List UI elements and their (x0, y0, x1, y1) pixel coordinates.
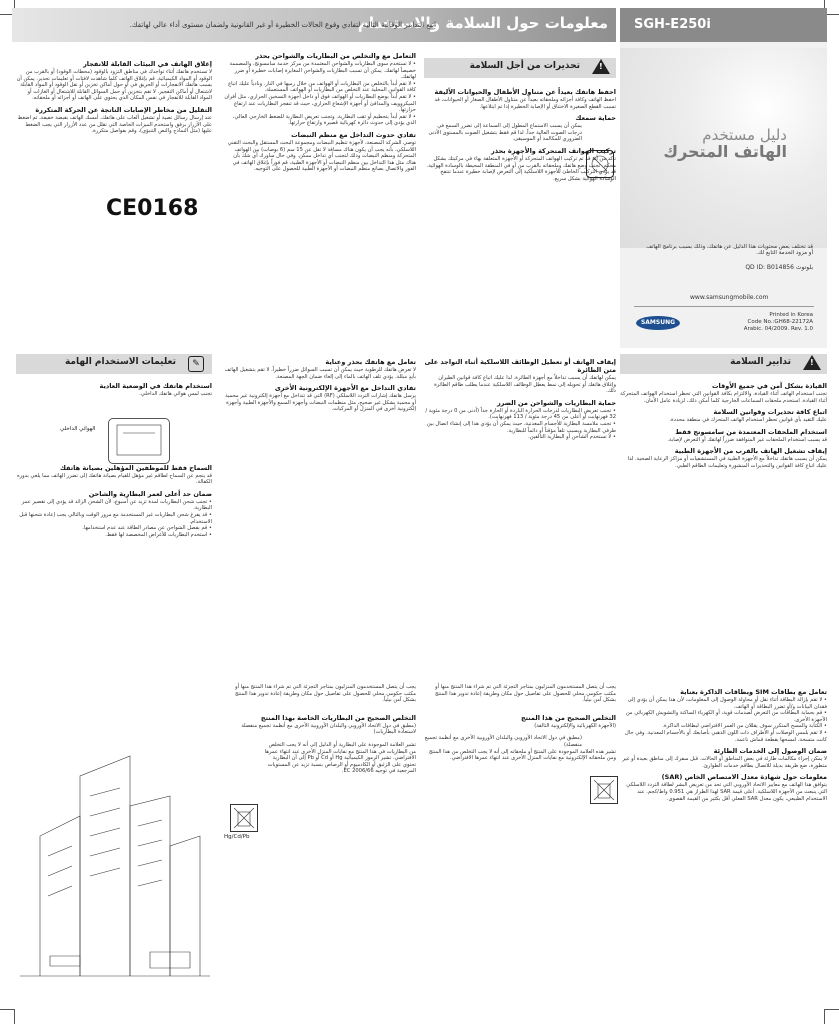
model-name: SGH-E250i (620, 8, 827, 42)
ce-mark: CE0168 (106, 196, 199, 221)
section-note: (مطبق في دول الاتحاد الأوروبي والبلدان الأوروبية الأخرى مع أنظمة تجميع منفصلة) (424, 735, 582, 748)
usage-title: تعليمات الاستخدام الهامة (64, 357, 176, 367)
section-heading: استخدام هاتفك في الوضعية العادية (99, 382, 212, 390)
edition: Arabic. 04/2009. Rev. 1.0 (743, 326, 813, 332)
section-note: (مطبق في دول الاتحاد الأوروبي والبلدان الأوروبية الأخرى مع أنظمة تجميع منفصلة لاستعادة البطاريات) (241, 722, 416, 736)
section-text: عليك التقيد بأي قوانين تحظر استخدام الهاتف المتحرك في منطقة محددة. (669, 417, 827, 424)
batteries-column (222, 48, 416, 173)
list-item: • تجنب شحن البطاريات لمدة تزيد عن أسبوع، لأن الشحن الزائد قد يؤدي إلى تقصير عمر البطارية. (16, 499, 212, 512)
list-item: • لا تستخدم الشاحن أو البطارية التالفين. (424, 434, 616, 441)
list-item: • لا تقم أبداً بالتخلص من البطاريات أو الهواتف من خلال رميها في النار. ونادياً عليك اتباع كافة القوانين المحلية عند التخلص من البطاريات أو الهواتف المستعملة. (222, 81, 416, 94)
section-text: يمكن أن يسبب هاتفك تداخلاً مع الأجهزة الطبية في المستشفيات أو مراكز الرعاية الصحية. لذا عليك اتباع كافة القوانين والتحذيرات المنشورة وتعليمات الطاقم الطبي. (627, 456, 827, 469)
section-subheading: (الأجهزة الكهربائية والإلكترونية التالفة) (534, 722, 616, 729)
warning-icon (803, 355, 821, 370)
section-heading: ضمان الوصول إلى الخدمات الطارئة (713, 747, 827, 756)
header-bar (12, 8, 616, 42)
section-text: يمكن لهاتفك أن يسبب تداخلاً مع أجهزة الطائرة. لذا عليك اتباع كافة قوانين الطيران وإغلاق هاتفك أو تحويله إلى نمط يعطل الوظائف اللاسلكية عندما يطلب طاقم الطائرة ذلك. (434, 375, 616, 395)
section-heading: إيقاف الهاتف أو تعطيل الوظائف اللاسلكية أثناء التواجد على متن الطائرة (424, 358, 616, 374)
cover-panel (620, 8, 827, 348)
guide-title-line1: دليل مستخدم (702, 126, 787, 144)
section-heading: احفظ هاتفك بعيداً عن متناول الأطفال والحيوانات الأليفة (434, 88, 616, 96)
list-item: • استخدم البطاريات للأغراض المخصصة لها فقط. (16, 532, 212, 539)
list-item: • قد يفرغ شحن البطاريات غير المستخدمة مع مرور الوقت وبالتالي يجب إعادة شحنها قبل الاستخدام. (16, 512, 212, 525)
warnings-bar (424, 58, 616, 78)
section-text: توصي الشركة المصنعة، لأجهزة تنظيم النبضات ومجموعة البحث المستقل والبحث التقني اللاسلكي، بأنه يجب أن يكون هناك مسافة لا تقل عن 15 سم (6 بوصات) بين الهواتف المتحركة ومنظم النبضات وذلك لتجنب أي تداخل ممكن. وفي حال ساورك أي شك بأن هناك مثل هذا التداخل بين منظم النبضات أو الأجهزة الطبية، قم فوراً بإغلاق الهاتف في الفور والاتصال بصانع منظم النبضات أو الأجهزة الطبية للحصول على التوجيه. (227, 139, 416, 173)
section-text: تأكد من أنه قد تم تركيب الهواتف المتحركة أو الأجهزة المتعلقة بهاء في مركبتك بشكل محكم. تجنب وضع هاتفك وملحقاته بالقرب من أو في المنطقة المحيطة بالوسادة الهوائية. قد يؤدي التركيب الخاطئ للأجهزة اللاسلكية إلى التعرض لإصابة خطيرة عندما تنتفخ الوسادة الهوائية بشكل سريع. (426, 155, 616, 182)
list-item: • لا تستخدم سوى البطاريات والشواحن المعتمدة من مركز خدمة سامسونج، والمصممة خصيصاً لهاتفك. يمكن أن تسبب البطاريات والشواحن المغايرة إصابات خطيرة أو ضرر لهاتفك. (222, 61, 416, 81)
precautions-title: تدابير السلامة (730, 357, 791, 367)
disposal-column (424, 684, 616, 762)
page-subtitle: اتبع التدابير الوقائية التالية لتفادي وقوع الحالات الخطيرة أو غير القانونية ولضمان مستوى أداء عالي لهاتفك. (129, 21, 436, 29)
cover-note: قد تختلف بعض محتويات هذا الدليل عن هاتفك، وذلك بسبب برنامج الهاتف أو مزود الخدمة التابع لك. (646, 244, 813, 256)
warnings-title: تحذيرات من أجل السلامة (469, 61, 580, 71)
section-heading: تفادي حدوث التداخل مع منظم النبضات (291, 130, 416, 139)
list-item: • لا تقم بلمس الوصلات أو الأطراف ذات اللون الذهبي بأصابعك أو بالأجسام المعدنية. وفي حال كانت متسخة، امسحها بقطعة قماش ناعمة. (620, 730, 827, 743)
section-heading: السماح فقط للموظفين المؤهلين بصيانة هاتفك (59, 463, 212, 472)
list-item: • لا تقم أبداً بتحطيم أو ثقب البطارية. وتجنب تعريض البطارية للضغط الخارجي العالي، الذي يؤدي إلى حدوث دائرة كهربائية قصيرة وارتفاع حرارتها. (222, 114, 416, 127)
section-heading: تركيب الهواتف المتحركة والأجهزة بحذر (490, 146, 616, 155)
section-text: تشير هذه العلامة الموجودة على المنتج أو ملحقاته إلى أنه لا يجب التخلص من هذا المنتج ومن ملحقاته الإلكترونية مع نفايات المنزل الأخرى عند انتهاء عمرها الافتراضي. (428, 748, 616, 762)
section-text: تجنب استخدام الهاتف أثناء القيادة، والالتزام بكافة القوانين التي تحظر استخدام الهواتف المتحركة أثناء القيادة. استخدم ملحقات السماعات الخارجية كلما أمكن ذلك، لزيادة عامل الأمان. (620, 391, 827, 404)
precautions-bar (620, 354, 827, 374)
battery-bin-icon (230, 804, 258, 832)
chemical-symbols: Hg/Cd/Pb (224, 834, 250, 840)
note-icon: ✎ (188, 356, 204, 372)
section-text: يتوافق هذا الهاتف مع معايير الاتحاد الأوروبي التي تحد من تعريض البشر لطاقة التردد اللاسلكي التي ينبعث من الأجهزة اللاسلكية. أعلى قيمة SAR لهذا الطراز هي 0.951 واط/كجم. عند الاستخدام الطبيعي، يكون معدل SAR الفعلي أقل بكثير من القيمة القصوى. (626, 782, 827, 802)
section-text: احفظ الهاتف وكافة أجزائه وملحقاته بعيداً عن متناول الأطفال الصغار أو الحيوانات، قد تسبب القطع الصغيرة الاختناق أو الإصابة الخطيرة إذا تم ابتلاعها. (434, 97, 616, 110)
section-heading: التخلص الصحيح من هذا المنتج (520, 713, 616, 722)
page-top (12, 8, 827, 348)
section-text: لا تستخدم هاتفك أثناء تواجدك في مناطق التزود بالوقود (محطات الوقود) أو بالقرب من الوقود أو المواد الكيميائية. قم بإغلاق الهاتف كلما شاهدت لافتات أو تعليمات تحذير. يمكن أن يسبب هاتفك الانفجارات أو الحريق في أو حول أماكن تخزين أو نقل الوقود أو المواد القابلة لاشتعال أو أماكن التفجير. لا تقم بتخزين أو حمل السوائل القابلة للاشتعال أو الغازات أو المواد القابلة للانفجار في نفس المكان الذي يحتوي على الهاتف أو أجزائه أو ملحقاته. (16, 69, 212, 102)
precautions-column (620, 378, 827, 470)
city-illustration (20, 716, 210, 986)
list-item: • الكتابة والمسح المتكرر سوف يقللان من العمر الافتراضي لبطاقات الذاكرة. (620, 723, 827, 730)
list-item: • قم بفصل الشواحن عن مصادر الطاقة عند عدم استخدامها. (16, 525, 212, 532)
section-heading: معلومات حول شهادة معدل الامتصاص الخاص (SAR) (661, 773, 827, 782)
section-heading: اتباع كافة تحذيرات وقوانين السلامة (713, 408, 827, 417)
section-heading: تعامل مع هاتفك بحذر وعناية (325, 358, 416, 366)
section-heading: التعامل مع والتخلص من البطاريات والشواحن بحذر (255, 52, 416, 60)
warning-icon (592, 59, 610, 74)
section-heading: التخلص الصحيح من البطاريات الخاصة بهذا المنتج (260, 713, 416, 722)
list-item: • قم بحماية البطاقات من التعرض لصدمات قوية، أو الكهرباء الساكنة والتشويش الكهربائي من الأجهزة الأخرى. (620, 710, 827, 723)
section-text: يجب أن يتصل المستخدمون المنزليون بمتاجر التجزئة التي تم شراء هذا المنتج منها أو مكتب حكومي محلي للحصول على تفاصيل حول مكان وطريقة إعادة تدوير هذا المنتج بشكل آمن بيئياً. (235, 684, 416, 704)
printed-in: Printed in Korea (769, 312, 813, 318)
section-text: قد يسبب استخدام الملحقات غير المتوافقة ضرراً لهاتفك أو التعرض لإصابة. (667, 436, 827, 443)
page-bottom (12, 676, 827, 1012)
section-text: لا يمكن إجراء مكالمات طارئة في بعض المناطق أو الحالات. قبل سفرك إلى مناطق بعيدة أو غير متطورة، ضع طريقة بديلة للاتصال بطاقم خدمات الطوارئ. (622, 756, 827, 769)
section-heading: حماية سمعك (575, 114, 616, 123)
section-heading: تعامل مع بطاقات SIM وبطاقات الذاكرة بعناية (680, 688, 827, 696)
phone-illustration (108, 418, 170, 464)
section-text: عند إرسال رسائل نصية أو تشغيل ألعاب على هاتفك، أمسك الهاتف بقبضة خفيفة، ثم اضغط على الأزرار برفق واستخدم الميزات الخاصة التي تقلل من عدد الأزرار التي يجب الضغط عليها (مثل النماذج والنص التنبؤي)، وقم بفواصل متكررة. (17, 114, 212, 135)
website: www.samsungmobile.com (690, 294, 769, 301)
section-heading: ضمان حد أعلى لعمر البطارية والشاحن (88, 489, 212, 498)
section-text: تشير العلامة الموجودة على البطارية أو الدليل إلى أنه لا يجب التخلص من البطاريات في هذا المنتج مع نفايات المنزل الأخرى عند انتهاء عمرها الافتراضي. تشير الرموز الكيميائية Hg أو Cd أو Pb إلى أن البطارية تحتوي على الزئبق أو الكادميوم أو الرصاص بنسبة تزيد عن المستويات المرجعية في توجيه EC 2006/66. (264, 741, 416, 775)
section-heading: التقليل من مخاطر الإصابات الناتجة عن الحركة المتكررة (35, 105, 212, 114)
divider (634, 306, 814, 307)
list-item: • لا تقم بإزالة البطاقة أثناء نقل أو محاولة الوصول إلى المعلومات، لأن هذا يمكن أن يؤدي إلى فقدان البيانات و/أو تضرر البطاقة أو الهاتف. (620, 697, 827, 710)
antenna-label: الهوائي الداخلي (60, 426, 96, 432)
section-heading: إيقاف تشغيل الهاتف بالقرب من الأجهزة الطبية (674, 447, 827, 456)
list-item: • تجنب ملامسة البطارية للأجسام المعدنية، حيث يمكن أن يؤدي هذا إلى إنشاء اتصال بين طرفي البطارية ويسبب تلفاً مؤقتاً أو دائماً للبطارية. (424, 421, 616, 434)
sim-column (620, 684, 827, 802)
section-text: قد ينجم عن السماح لطاقم غير مؤهل للقيام بصيانة هاتفك إلى تضرر الهاتف مما يلغي بدوره الكفالة. (16, 472, 212, 486)
guide-title-line2: الهاتف المتحرك (663, 142, 787, 161)
code-number: Code No.:GH68-22172A (747, 319, 813, 325)
samsung-logo: SAMSUNG (636, 316, 680, 330)
care-column (222, 354, 416, 413)
section-heading: إغلاق الهاتف في البيئات القابلة للانفجار (83, 60, 212, 68)
list-item: • تجنب تعريض البطاريات لدرجات الحرارة الباردة أو الحارة جداً (أدنى من 0 درجة مئوية / 32 فهرنهايت أو أعلى من 45 درجة مئوية / 113 فهرنهايت). (424, 408, 616, 421)
hearing-icon (586, 150, 614, 178)
section-heading: تفادي التداخل مع الأجهزة الإلكترونية الأخرى (274, 384, 416, 393)
section-heading: استخدام الملحقات المعتمدة من سامسونج فقط (675, 427, 827, 436)
weee-bin-icon (590, 776, 618, 804)
section-text: تجنب لمس هوائي هاتفك الداخلي. (139, 391, 212, 397)
section-heading: حماية البطاريات والشواحن من الضرر (496, 398, 616, 407)
page-middle (12, 354, 827, 664)
explosive-column (16, 56, 212, 135)
print-info (744, 312, 813, 333)
section-text: يرسل هاتفك إشارات التردد اللاسلكي (RF) التي قد تتداخل مع أجهزة إلكترونية غير محمية أو محمية بشكل غير صحيح، مثل منظمات النبضات وأجهزة السمع والأجهزة الطبية وأجهزة إلكترونية أخرى في المنزل أو المركبات. (225, 393, 416, 413)
airplane-column (424, 354, 616, 441)
qd-id: QD ID: B014856 بلوتوث (745, 264, 813, 271)
section-text: لا تعرض هاتفك للرطوبة حيث يمكن أن تسبب السوائل ضرراً خطيراً. لا تقم بتشغيل الهاتف بأيدٍ مبللة. يؤدي تلف الهاتف بالماء إلى إلغاء ضمان الجهة المصنعة. (224, 367, 416, 380)
battery-disposal-column (222, 684, 416, 775)
section-heading: القيادة بشكل آمن في جميع الأوقات (712, 382, 827, 390)
list-item: • لا تقم أبداً بوضع البطاريات أو الهواتف فوق أو داخل أجهزة التسخين الحراري، مثل أفران الميكروويف والمدافئ أو أجهزة الإشعاع الحراري، حيث قد تنفجر البطاريات عند ارتفاع حرارتها. (222, 94, 416, 114)
usage-bar (16, 354, 212, 374)
section-text: يمكن أن يسبب الاستماع المطول إلى السماعة إلى تضرر السمع في درجات الصوت العالية جداً. لذا قم فقط بتشغيل الصوت بالمستوى الأدنى الضروري للمكالمة أو الموسيقى. (428, 123, 582, 143)
section-text: يجب أن يتصل المستخدمون المنزليون بمتاجر التجزئة التي تم شراء هذا المنتج منها أو مكتب حكومي محلي للحصول على تفاصيل حول مكان وطريقة إعادة تدوير هذا المنتج بشكل آمن بيئياً. (435, 684, 616, 704)
page-title: معلومات حول السلامة والاستخدام (357, 14, 608, 32)
